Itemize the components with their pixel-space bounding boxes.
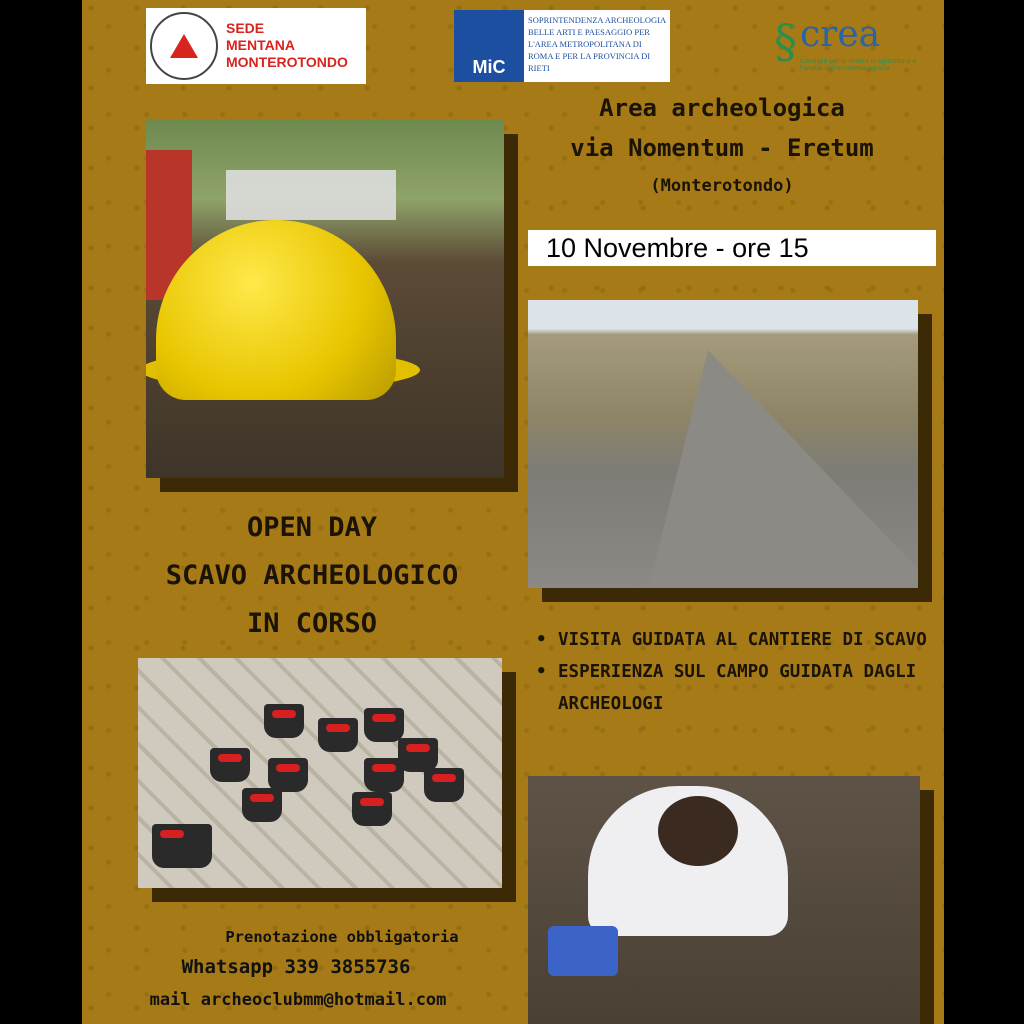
location-road: via Nomentum - Eretum [570,134,874,162]
poster [82,0,944,1024]
crea-leaf-icon: § [774,14,797,68]
headline-line-2: SCAVO ARCHEOLOGICO [165,560,459,591]
headline-line-3: IN CORSO [246,608,378,639]
mic-text: SOPRINTENDENZA ARCHEOLOGIA BELLE ARTI E PAESAGGIO PER L'AREA METROPOLITANA DI ROMA E PER LA PROVINCIA DI RIETI [528,15,666,73]
whatsapp-contact: Whatsapp 339 3855736 [181,956,411,978]
bucket [352,792,392,826]
archeoclub-line-3: MONTEROTONDO [226,54,348,70]
road [648,350,918,588]
mic-logo [454,10,670,82]
archeoclub-line-1: SEDE [226,20,265,36]
booking-note: Prenotazione obbligatoria [225,928,459,946]
crea-word: crea [800,14,881,55]
bucket [242,788,282,822]
photo-excavation [528,776,920,1024]
crea-logo [770,6,920,76]
archeoclub-logo [146,8,366,84]
location-title: Area archeologica [599,94,845,122]
mail-contact: mail archeoclubmm@hotmail.com [149,990,447,1010]
event-date: 10 Novembre - ore 15 [528,230,936,266]
helmet [156,220,396,400]
bucket [398,738,438,772]
bucket [210,748,250,782]
archeoclub-seal-icon [150,12,218,80]
archeoclub-line-2: MENTANA [226,37,295,53]
photo-helmet [146,120,504,478]
archeoclub-text [226,20,348,71]
bucket [264,704,304,738]
headline-line-1: OPEN DAY [246,512,378,543]
bucket [152,824,212,868]
activity-item: • VISITA GUIDATA AL CANTIERE DI SCAVO [534,624,944,656]
crea-subtitle: Consiglio per la ricerca in agricoltura e l'analisi dell'economia agraria [800,58,917,72]
mic-badge: MiC [454,10,524,82]
archaeologist-head [658,796,738,866]
photo-roman-road [528,300,918,588]
location-town: (Monterotondo) [650,176,794,196]
bucket [364,708,404,742]
photo-buckets [138,658,502,888]
activities-list [534,624,944,720]
bucket [364,758,404,792]
bucket [318,718,358,752]
activity-item: • ESPERIENZA SUL CAMPO GUIDATA DAGLI ARCHEOLOGI [534,656,944,720]
bucket [268,758,308,792]
bucket [424,768,464,802]
crate [226,170,396,220]
